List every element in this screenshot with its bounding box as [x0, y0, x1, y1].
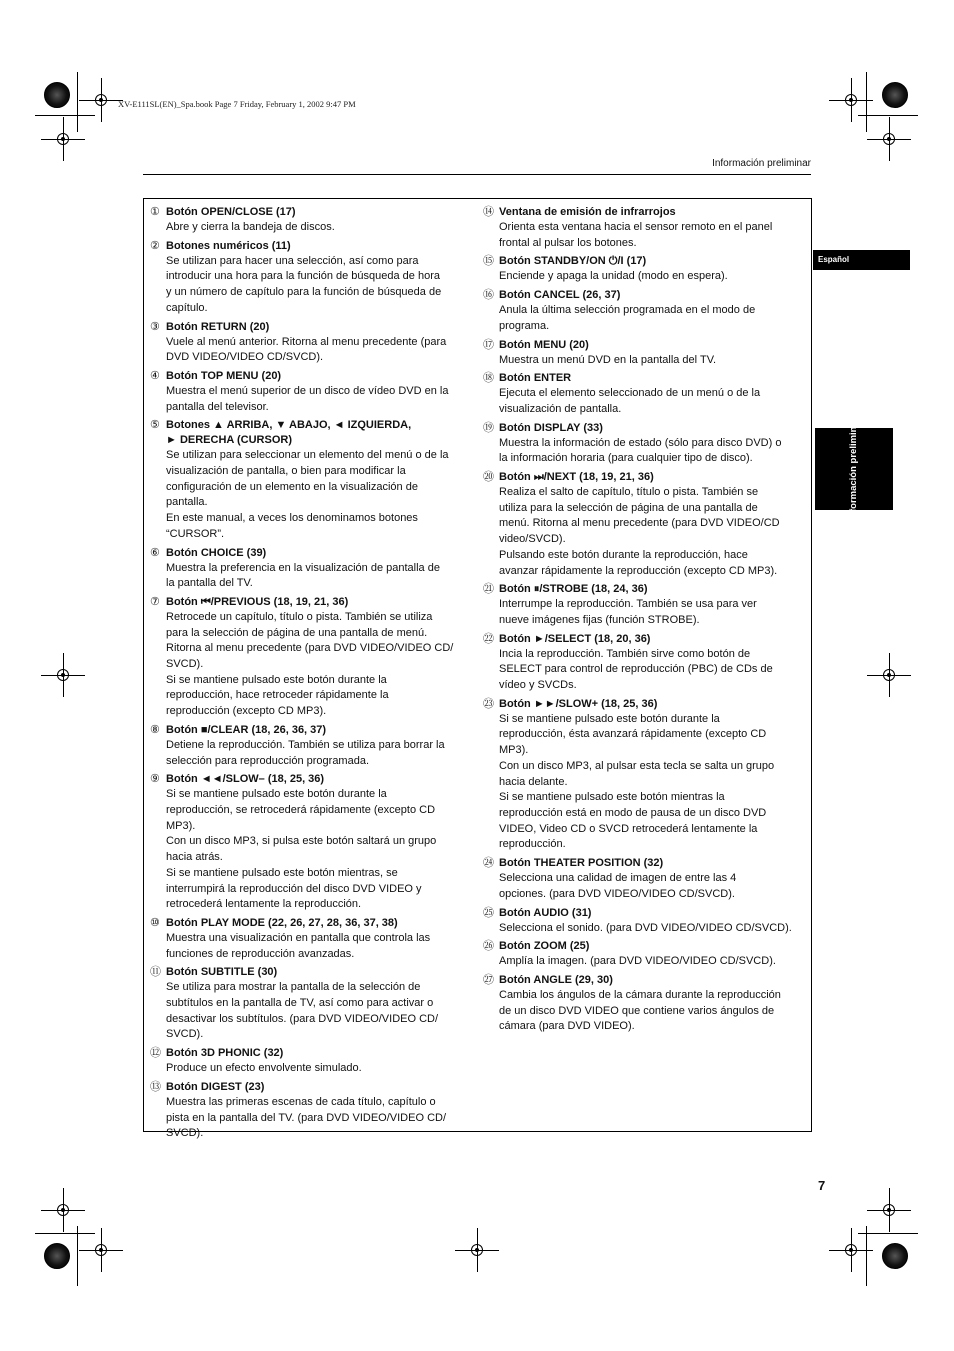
item-heading [150, 723, 470, 738]
item-description: Muestra una visualización en pantalla que controla las funciones de reproducción avanzadas. [166, 931, 431, 960]
trim-line [866, 1226, 867, 1286]
item-title: Botón OPEN/CLOSE (17) [166, 206, 296, 218]
list-item [150, 369, 470, 415]
item-title: Botón ⏭/NEXT (18, 19, 21, 36) [499, 471, 654, 484]
section-header: Información preliminar [712, 158, 811, 169]
list-item [483, 205, 807, 251]
list-item [150, 418, 470, 542]
item-heading [150, 369, 470, 384]
item-number: ㉕ [483, 906, 494, 919]
item-title: Botón ⏸/STROBE (18, 24, 36) [499, 583, 648, 596]
item-heading [150, 239, 470, 254]
item-title: Botón AUDIO (31) [499, 906, 592, 919]
trim-line [35, 1233, 95, 1234]
item-heading [483, 856, 807, 871]
item-heading [483, 973, 807, 988]
item-heading [150, 772, 470, 787]
item-heading [150, 595, 470, 610]
left-column [150, 205, 470, 1145]
item-heading [483, 338, 807, 353]
item-heading [150, 320, 470, 335]
item-description: Realiza el salto de capítulo, título o pista. También se utiliza para la selección de página de una pantalla de menú. Ritorna al menu precedente (para DVD VIDEO/CD video/SVCD). Pulsando este botón durante la reproducción, hace avanzar rápidamente la reproducción (excepto CD MP3). [499, 486, 780, 577]
item-title: Botón 3D PHONIC (32) [166, 1047, 284, 1060]
list-item [150, 205, 470, 236]
list-item [150, 546, 470, 592]
item-description: Interrumpe la reproducción. También se usa para ver nueve imágenes fijas (función STROBE). [499, 598, 757, 626]
list-item [483, 939, 807, 970]
list-item [483, 632, 807, 694]
item-description: Se utilizan para hacer una selección, así como para introducir una hora para la función de búsqueda de hora y un número de capítulo para la función de búsqueda de capítulo. [166, 254, 442, 314]
item-description: Enciende y apaga la unidad (modo en espera). [499, 270, 728, 283]
item-number: ㉓ [483, 697, 494, 710]
list-item [150, 965, 470, 1043]
list-item [483, 856, 807, 902]
item-title: Botón DIGEST (23) [166, 1080, 265, 1093]
item-number: ④ [150, 369, 160, 382]
item-description: Muestra un menú DVD en la pantalla del TV. [499, 353, 717, 366]
list-item [483, 254, 807, 285]
item-title: Botón DISPLAY (33) [499, 421, 603, 434]
registration-disc-icon [882, 1243, 908, 1269]
item-heading [150, 205, 470, 220]
item-number: ㉒ [483, 632, 494, 645]
item-title: Botón ANGLE (29, 30) [499, 973, 613, 986]
item-description: Si se mantiene pulsado este botón durante la reproducción, ésta avanzará rápidamente (excepto CD MP3). Con un disco MP3, al pulsar esta tecla se salta un grupo hacia delante. Si se mantiene pulsado este botón mientras la reproducción está en modo de pausa de un disco DVD VIDEO, Video CD o SVCD retrocederá lentamente la reproducción. [499, 712, 775, 851]
trim-line [858, 1233, 918, 1234]
item-number: ⑲ [483, 421, 494, 434]
list-item [150, 595, 470, 720]
item-title: Botón ⏮/PREVIOUS (18, 19, 21, 36) [166, 595, 349, 608]
item-heading [483, 939, 807, 954]
list-item [483, 288, 807, 334]
item-number: ⑨ [150, 773, 160, 786]
item-title: Botón TOP MENU (20) [166, 369, 282, 382]
item-title: Botón RETURN (20) [166, 320, 270, 333]
item-heading [150, 965, 470, 980]
item-number: ① [150, 206, 160, 218]
header-divider [143, 174, 811, 175]
item-description: Produce un efecto envolvente simulado. [166, 1062, 362, 1075]
item-number: ㉔ [483, 857, 494, 870]
item-title: Botón ENTER [499, 372, 572, 385]
list-item [483, 371, 807, 417]
item-heading [483, 582, 807, 597]
registration-disc-icon [44, 82, 70, 108]
item-heading [483, 205, 807, 220]
side-tab [815, 417, 893, 521]
item-description: Cambia los ángulos de la cámara durante la reproducción de un disco DVD VIDEO que contiene varios ángulos de cámara (para DVD VIDEO). [499, 988, 781, 1033]
trim-line [858, 115, 918, 116]
item-title: Botón PLAY MODE (22, 26, 27, 28, 36, 37, 38) [166, 916, 398, 929]
item-description: Incia la reproducción. También sirve como botón de SELECT para control de reproducción (PBC) de CDs de vídeo y SVCDs. [499, 647, 773, 692]
item-heading [483, 421, 807, 436]
item-description: Selecciona una calidad de imagen de entre las 4 opciones. (para DVD VIDEO/VIDEO CD/SVCD). [499, 872, 737, 900]
item-title: Botón ZOOM (25) [499, 940, 590, 953]
item-title: Botón CANCEL (26, 37) [499, 289, 621, 302]
list-item [483, 470, 807, 579]
item-description: Muestra las primeras escenas de cada título, capítulo o pista en la pantalla del TV. (para DVD VIDEO/VIDEO CD/ SVCD). [166, 1095, 447, 1140]
item-number: ⑧ [150, 723, 160, 736]
item-description: Muestra la preferencia en la visualización de pantalla de la pantalla del TV. [166, 561, 440, 590]
item-number: ㉗ [483, 973, 494, 986]
list-item [150, 723, 470, 769]
item-description: Amplía la imagen. (para DVD VIDEO/VIDEO CD/SVCD). [499, 955, 776, 968]
item-heading [150, 916, 470, 931]
trim-line [77, 72, 78, 132]
item-title: Botón STANDBY/ON ⏻/I (17) [499, 255, 647, 268]
list-item [483, 338, 807, 369]
list-item [150, 1080, 470, 1142]
item-number: ⑪ [150, 966, 161, 979]
item-heading [483, 632, 807, 647]
item-description: Si se mantiene pulsado este botón durante la reproducción, se retrocederá rápidamente (excepto CD MP3). Con un disco MP3, si pulsa este botón saltará un grupo hacia atrás. Si se mantiene pulsado este botón mientras, se interrumpirá la reproducción del disco DVD VIDEO y retrocederá lentamente la reproducción. [166, 788, 437, 911]
item-number: ㉑ [483, 583, 494, 596]
list-item [483, 697, 807, 853]
list-item [483, 582, 807, 628]
item-description: Detiene la reproducción. También se utiliza para borrar la selección para reproducción programada. [166, 738, 445, 767]
item-title: Botón ◄◄/SLOW– (18, 25, 36) [166, 773, 325, 786]
item-description: Anula la última selección programada en el modo de programa. [499, 304, 756, 332]
item-number: ⑭ [483, 206, 494, 218]
side-tab-label: Información preliminar [848, 417, 859, 521]
list-item [150, 772, 470, 913]
trim-line [866, 72, 867, 132]
item-heading [483, 288, 807, 303]
item-heading [483, 254, 807, 269]
item-number: ⑱ [483, 372, 494, 385]
item-description: Retrocede un capítulo, título o pista. También se utiliza para la selección de página de una pantalla de menú. Ritorna al menu precedente (para DVD VIDEO/VIDEO CD/ SVCD). Si se mantiene pulsado este botón durante la reproducción, hace retroceder rápidamente la reproducción (excepto CD MP3). [166, 610, 454, 718]
item-heading [150, 418, 470, 448]
item-title: Botón ►/SELECT (18, 20, 36) [499, 632, 651, 645]
item-description: Abre y cierra la bandeja de discos. [166, 221, 335, 233]
item-description: Muestra la información de estado (sólo para disco DVD) o la información horaria (para cualquier tipo de disco). [499, 436, 782, 465]
item-number: ⑥ [150, 546, 160, 559]
page-number: 7 [818, 1178, 826, 1193]
item-heading [483, 371, 807, 386]
item-number: ⑳ [483, 471, 494, 484]
list-item [483, 421, 807, 467]
registration-disc-icon [882, 82, 908, 108]
item-title: Botón ►►/SLOW+ (18, 25, 36) [499, 697, 658, 710]
item-title: Botón SUBTITLE (30) [166, 966, 278, 979]
item-number: ⑰ [483, 338, 494, 351]
item-description: Se utiliza para mostrar la pantalla de la selección de subtítulos en la pantalla de TV, así como para activar o desactivar los subtítulos. (para DVD VIDEO/VIDEO CD/ SVCD). [166, 981, 439, 1041]
item-number: ⑦ [150, 595, 160, 608]
item-title: Botón CHOICE (39) [166, 546, 267, 559]
list-item [483, 906, 807, 937]
item-number: ⑮ [483, 255, 494, 268]
list-item [483, 973, 807, 1035]
item-number: ⑤ [150, 419, 160, 432]
item-description: Muestra el menú superior de un disco de vídeo DVD en la pantalla del televisor. [166, 384, 449, 413]
item-title: Botón MENU (20) [499, 338, 589, 351]
item-number: ② [150, 239, 160, 252]
content-box [143, 198, 812, 1140]
item-heading [150, 1046, 470, 1061]
item-heading [150, 1080, 470, 1095]
item-description: Se utilizan para seleccionar un elemento del menú o de la visualización de pantalla, o bien para modificar la configuración de un elemento en la visualización de pantalla. En este manual, a veces los denominamos botones “CURSOR”. [166, 449, 449, 540]
language-tab: Español [813, 250, 910, 270]
item-heading [483, 470, 807, 485]
item-description: Ejecuta el elemento seleccionado de un menú o de la visualización de pantalla. [499, 387, 761, 415]
item-number: ③ [150, 320, 160, 333]
trim-line [77, 1226, 78, 1286]
right-column [483, 205, 807, 1038]
item-title: Botones numéricos (11) [166, 239, 291, 252]
item-heading [483, 697, 807, 712]
item-title: Botones ▲ ARRIBA, ▼ ABAJO, ◄ IZQUIERDA, ► DERECHA (CURSOR) [166, 419, 412, 447]
trim-line [35, 115, 95, 116]
item-description: Vuele al menú anterior. Ritorna al menu precedente (para DVD VIDEO/VIDEO CD/SVCD). [166, 335, 447, 364]
item-number: ⑬ [150, 1080, 161, 1093]
item-title: Ventana de emisión de infrarrojos [499, 206, 676, 218]
list-item [150, 320, 470, 366]
list-item [150, 239, 470, 317]
item-number: ⑩ [150, 916, 160, 929]
item-heading [150, 546, 470, 561]
file-info: XV-E111SL(EN)_Spa.book Page 7 Friday, February 1, 2002 9:47 PM [118, 99, 356, 109]
item-description: Selecciona el sonido. (para DVD VIDEO/VIDEO CD/SVCD). [499, 921, 792, 934]
item-title: Botón ■/CLEAR (18, 26, 36, 37) [166, 723, 327, 736]
item-number: ⑫ [150, 1047, 161, 1060]
item-description: Orienta esta ventana hacia el sensor remoto en el panel frontal al pulsar los botones. [499, 221, 773, 249]
list-item [150, 916, 470, 962]
list-item [150, 1046, 470, 1077]
item-number: ㉖ [483, 940, 494, 953]
item-title: Botón THEATER POSITION (32) [499, 857, 664, 870]
item-heading [483, 906, 807, 921]
registration-disc-icon [44, 1243, 70, 1269]
item-number: ⑯ [483, 289, 494, 302]
